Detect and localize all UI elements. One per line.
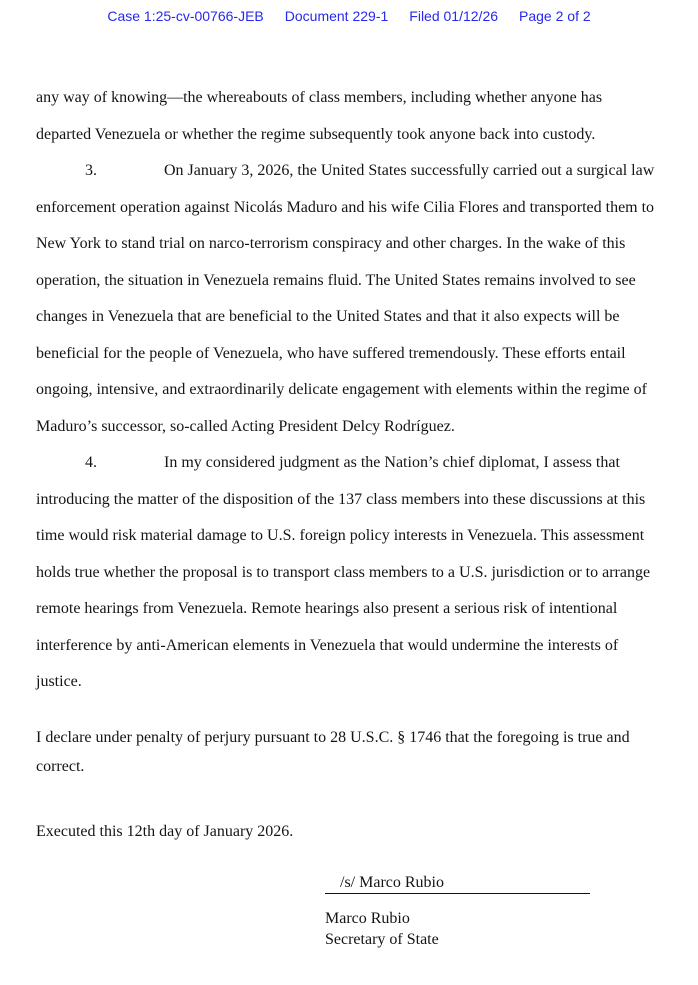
paragraph-3-first-line-text: On January 3, 2026, the United States successfully carried out a surgical law [164, 162, 655, 179]
text-line: ongoing, intensive, and extraordinarily delicate engagement with elements within the regime of [36, 381, 647, 398]
ecf-stamp-header [0, 8, 698, 24]
paragraph-4-first-line-text: In my considered judgment as the Nation’s chief diplomat, I assess that [164, 454, 620, 471]
paragraph-3-first-line [36, 153, 662, 190]
paragraph-4-first-line [36, 445, 662, 482]
paragraph-4-lines [36, 482, 662, 701]
text-line: operation, the situation in Venezuela remains fluid. The United States remains involved to see [36, 271, 636, 289]
text-line: introducing the matter of the disposition of the 137 class members into these discussions at this [36, 490, 646, 508]
text-line: New York to stand trial on narco-terrorism conspiracy and other charges. In the wake of this [36, 235, 626, 252]
text-line: changes in Venezuela that are beneficial to the United States and that it also expects will be [36, 308, 620, 325]
text-line: holds true whether the proposal is to transport class members to a U.S. jurisdiction or to arrange [36, 563, 651, 581]
text-line: justice. [36, 673, 82, 690]
text-line: interference by anti-American elements in Venezuela that would undermine the interests of [36, 636, 619, 654]
signatory-title: Secretary of State [325, 931, 439, 948]
paragraph-number: 4. [85, 454, 97, 471]
filed-date: Filed 01/12/26 [409, 8, 499, 24]
document-number: Document 229-1 [284, 8, 389, 24]
page-indicator: Page 2 of 2 [519, 8, 591, 24]
signature-line: /s/ Marco Rubio [325, 870, 590, 894]
perjury-declaration [36, 723, 662, 781]
paragraph-4 [36, 445, 662, 701]
execution-date-line: Executed this 12th day of January 2026. [36, 823, 294, 840]
text-line: enforcement operation against Nicolás Maduro and his wife Cilia Flores and transported them to [36, 198, 655, 216]
text-line: I declare under penalty of perjury pursuant to 28 U.S.C. § 1746 that the foregoing is true and [36, 729, 630, 746]
paragraph-continuation [36, 80, 662, 153]
text-line: any way of knowing—the whereabouts of class members, including whether anyone has [36, 89, 603, 106]
text-line: remote hearings from Venezuela. Remote hearings also present a serious risk of intentional [36, 600, 618, 617]
text-line: time would risk material damage to U.S. foreign policy interests in Venezuela. This assessment [36, 527, 645, 544]
text-line: correct. [36, 758, 85, 775]
signature-block [325, 870, 590, 950]
text-line: Maduro’s successor, so-called Acting President Delcy Rodríguez. [36, 417, 455, 435]
paragraph-number: 3. [85, 162, 97, 179]
document-body [36, 80, 662, 701]
text-line: beneficial for the people of Venezuela, who have suffered tremendously. These efforts entail [36, 344, 626, 362]
text-line: departed Venezuela or whether the regime subsequently took anyone back into custody. [36, 125, 596, 143]
paragraph-3-lines [36, 190, 662, 446]
signatory-name: Marco Rubio [325, 910, 410, 927]
paragraph-3 [36, 153, 662, 445]
case-number: Case 1:25-cv-00766-JEB [107, 8, 264, 24]
